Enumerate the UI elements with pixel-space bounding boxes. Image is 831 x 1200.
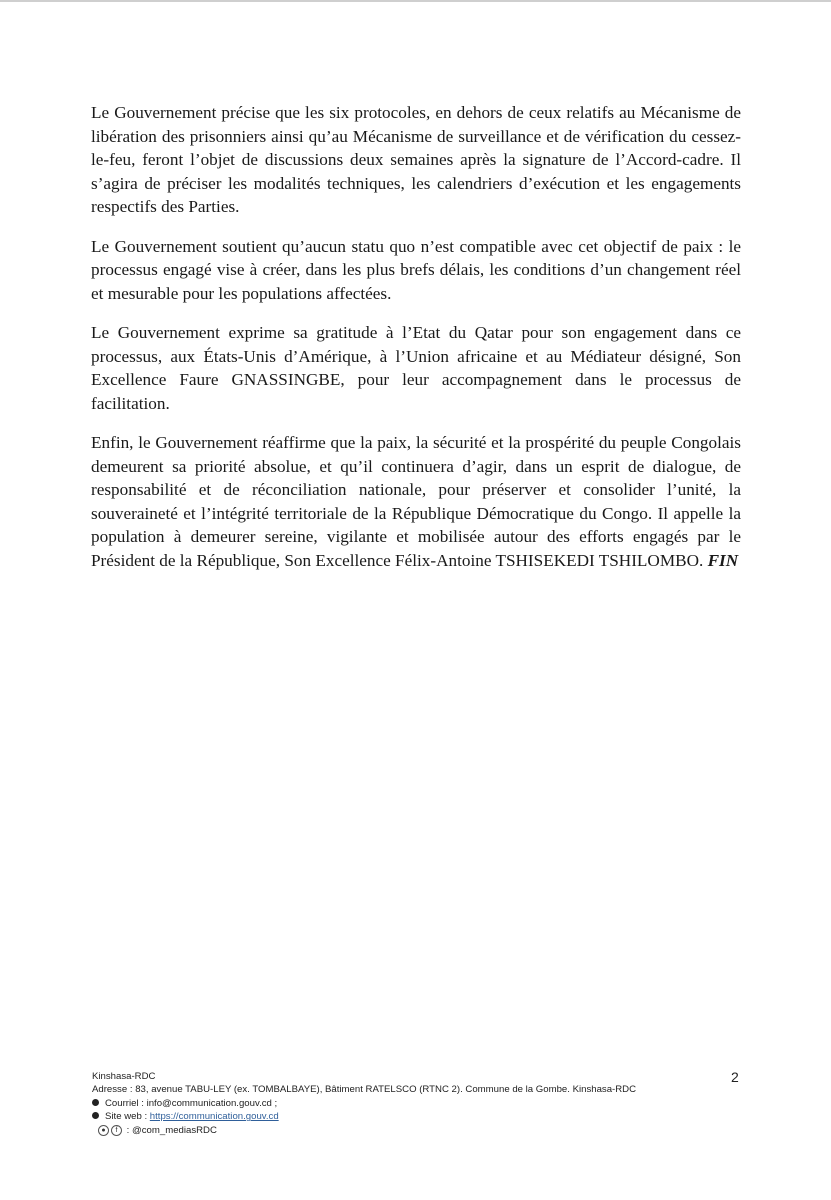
footer-address: Adresse : 83, avenue TABU-LEY (ex. TOMBALBAYE), Bâtiment RATELSCO (RTNC 2). Commune de la Gombe. Kinshasa-RDC: [92, 1084, 637, 1096]
twitter-icon[interactable]: ●: [98, 1125, 109, 1136]
bullet-icon: [92, 1112, 99, 1119]
paragraph-conclusion-text: Enfin, le Gouvernement réaffirme que la paix, la sécurité et la prospérité du peuple Congolais demeurent sa priorité absolue, et qu’il continuera d’agir, dans un esprit de dialogue, de responsabilité et de réconciliation nationale, pour préserver et consolider l’unité, la souveraineté et l’intégrité territoriale de la République Démocratique du Congo. Il appelle la population à demeurer sereine, vigilante et mobilisée autour des efforts engagés par le Président de la République, Son Excellence Félix-Antoine TSHISEKEDI TSHILOMBO.: [91, 433, 741, 570]
page-number: 2: [731, 1069, 739, 1085]
footer-website-line: [92, 1110, 752, 1123]
paragraph-conclusion: [91, 431, 741, 572]
footer-social-line: [92, 1124, 752, 1137]
footer-website-label: Site web :: [105, 1111, 150, 1123]
paragraph-status-quo: Le Gouvernement soutient qu’aucun statu quo n’est compatible avec cet objectif de paix : le processus engagé vise à créer, dans les plus brefs délais, les conditions d’un changement réel et mesurable pour les populations affectées.: [91, 236, 741, 303]
paragraph-gratitude: Le Gouvernement exprime sa gratitude à l’Etat du Qatar pour son engagement dans ce processus, aux États-Unis d’Amérique, à l’Union africaine et au Médiateur désigné, Son Excellence Faure GNASSINGBE, pour leur accompagnement dans le processus de facilitation.: [91, 323, 741, 413]
paragraph-protocols: Le Gouvernement précise que les six protocoles, en dehors de ceux relatifs au Mécanisme de libération des prisonniers ainsi qu’au Mécanisme de surveillance et de vérification du cessez-le-feu, feront l’objet de discussions deux semaines après la signature de l’Accord-cadre. Il s’agira de préciser les modalités techniques, les calendriers d’exécution et les engagements respectifs des Parties.: [91, 103, 741, 216]
bullet-icon: [92, 1099, 99, 1106]
footer-email: Courriel : info@communication.gouv.cd ;: [105, 1097, 278, 1109]
footer-social-handle: : @com_mediasRDC: [126, 1124, 217, 1136]
document-body: [91, 101, 741, 572]
footer-email-line: [92, 1097, 752, 1110]
facebook-icon[interactable]: f: [111, 1125, 122, 1136]
page-top-edge: [0, 0, 831, 2]
footer-city: Kinshasa-RDC: [92, 1071, 156, 1082]
fin-label: FIN: [707, 550, 739, 570]
footer-website-link[interactable]: https://communication.gouv.cd: [149, 1111, 279, 1123]
footer: [92, 1070, 752, 1137]
